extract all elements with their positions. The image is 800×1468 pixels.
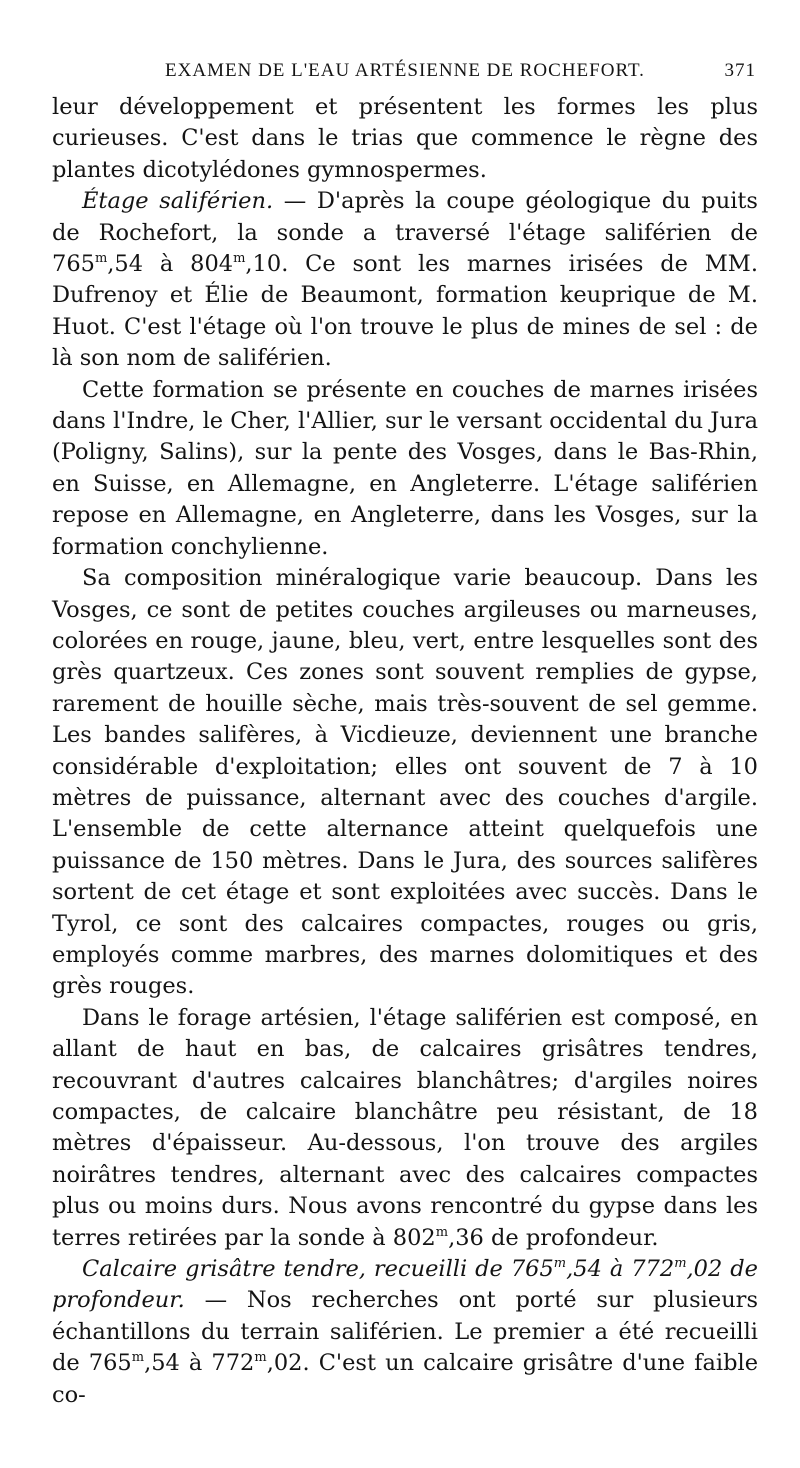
document-page (52, 58, 758, 1411)
paragraph-6 (52, 1254, 758, 1411)
page-number: 371 (724, 60, 756, 81)
paragraph-4: Sa composition minéralogique varie beaucoup. Dans les Vosges, ce sont de petites couches argileuses ou marneuses, colorées en rouge, jaune, bleu, vert, entre lesquelles sont des grès quartzeux. Ces zones sont souvent remplies de gypse, rarement de houille sèche, mais très-souvent de sel gemme. Les bandes salifères, à Vicdieuze, deviennent une branche considérable d'exploitation; elles ont souvent de 7 à 10 mètres de puissance, alternant avec des couches d'argile. L'ensemble de cette alternance atteint quelquefois une puissance de 150 mètres. Dans le Jura, des sources salifères sortent de cet étage et sont exploitées avec succès. Dans le Tyrol, ce sont des calcaires compactes, rouges ou gris, employés comme marbres, des marnes dolomitiques et des grès rouges. (52, 565, 758, 1000)
text-run: ,36 de profondeur. (448, 1224, 659, 1251)
superscript: m (435, 1224, 449, 1240)
heading-run: Calcaire grisâtre tendre, recueilli de 765 (82, 1256, 554, 1283)
paragraph-5 (52, 1003, 758, 1254)
text-run: ,54 à 804 (107, 251, 234, 278)
text-run: Dans le forage artésien, l'étage saliférien est composé, en allant de haut en bas, de calcaires grisâtres tendres, recouvrant d'autres calcaires blanchâtres; d'argiles noires compactes, de calcaire blanchâtre peu résistant, de 18 mètres d'épaisseur. Au-dessous, l'on trouve des argiles noirâtres tendres, alternant avec des calcaires compactes plus ou moins durs. Nous avons rencontré du gypse dans les terres retirées par la sonde à 802 (52, 1004, 758, 1251)
superscript: m (233, 251, 246, 267)
paragraph-3: Cette formation se présente en couches de marnes irisées dans l'Indre, le Cher, l'Allier, sur le versant occidental du Jura (Poligny, Salins), sur la pente des Vosges, dans le Bas-Rhin, en Suisse, en Allemagne, en Angleterre. L'étage saliférien repose en Allemagne, en Angleterre, dans les Vosges, sur la formation conchylienne. (52, 376, 758, 560)
paragraph-2 (52, 186, 758, 374)
superscript: m (674, 1256, 687, 1272)
paragraph-1: leur développement et présentent les formes les plus curieuses. C'est dans le trias que commence le règne des plantes dicotylédones gymnospermes. (52, 94, 758, 183)
text-run: — D'après la coupe géologique du puits de Rochefort, la sonde a traversé l'étage saliférien de 765 (52, 188, 758, 278)
text-run: ,54 à 772 (144, 1350, 255, 1377)
superscript: m (131, 1350, 145, 1366)
text-run: ,10. Ce sont les marnes irisées de MM. Dufrenoy et Élie de Beaumont, formation keuprique de M. Huot. C'est l'étage où l'on trouve le plus de mines de sel : de là son nom de saliférien. (52, 251, 758, 372)
running-header (52, 58, 758, 92)
superscript: m (254, 1350, 267, 1366)
text-run: — Nos recherches ont porté sur plusieurs échantillons du terrain saliférien. Le premier a été recueilli de 765 (52, 1287, 758, 1377)
superscript: m (553, 1256, 567, 1272)
superscript: m (94, 251, 108, 267)
section-heading-etage-saliferien: Étage saliférien. (82, 188, 274, 215)
running-title: EXAMEN DE L'EAU ARTÉSIENNE DE ROCHEFORT. (165, 60, 645, 81)
text-run: ,02. C'est un calcaire grisâtre d'une faible co- (52, 1350, 759, 1408)
heading-run: ,54 à 772 (566, 1256, 675, 1283)
heading-run: ,02 de profondeur. (52, 1256, 759, 1314)
body-text (52, 92, 758, 1411)
